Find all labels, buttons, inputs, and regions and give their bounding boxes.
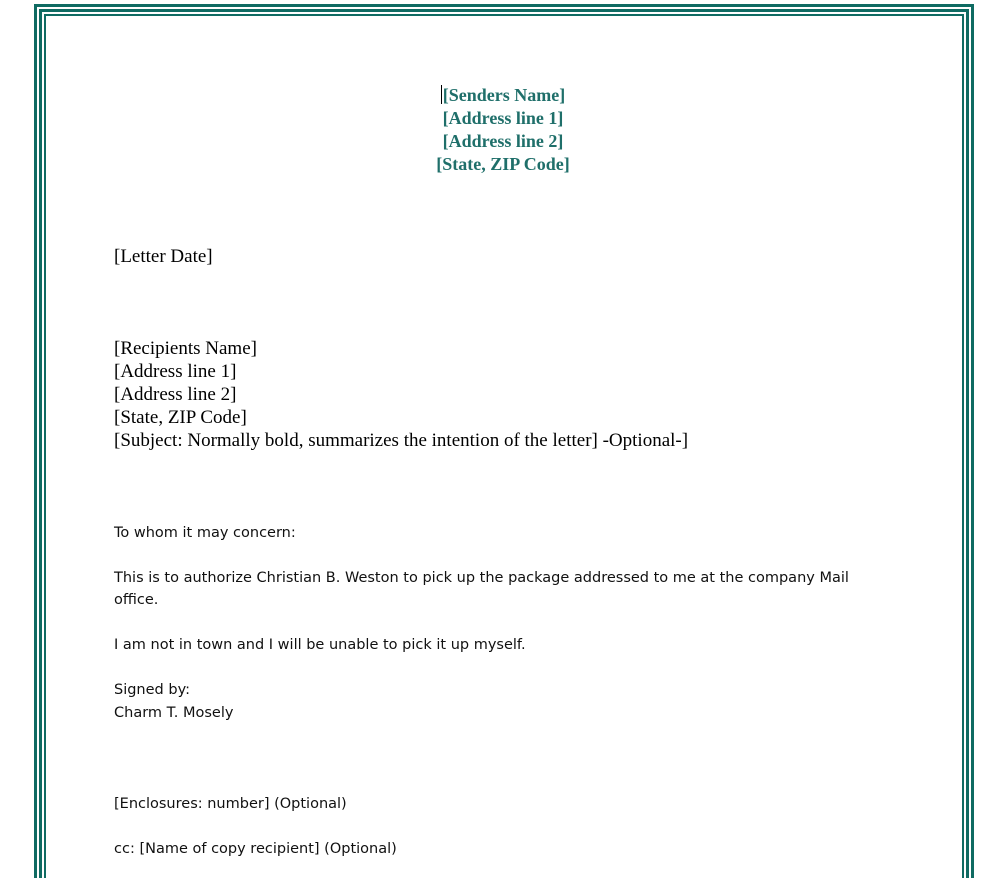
recipient-address-line-1[interactable]: [Address line 1] <box>114 361 237 382</box>
signed-by-label[interactable]: Signed by: <box>114 682 190 698</box>
body-paragraph-1-line-2[interactable]: office. <box>114 592 159 608</box>
recipient-state-zip[interactable]: [State, ZIP Code] <box>114 407 247 428</box>
sender-name-line[interactable] <box>300 84 706 107</box>
sender-address-block <box>300 84 706 176</box>
body-paragraph-2[interactable]: I am not in town and I will be unable to pick it up myself. <box>114 637 526 653</box>
recipient-name[interactable]: [Recipients Name] <box>114 338 257 359</box>
letter-date[interactable]: [Letter Date] <box>114 246 213 267</box>
cc-line[interactable]: cc: [Name of copy recipient] (Optional) <box>114 841 397 857</box>
enclosures-line[interactable]: [Enclosures: number] (Optional) <box>114 796 347 812</box>
salutation[interactable]: To whom it may concern: <box>114 525 296 541</box>
recipient-address-line-2[interactable]: [Address line 2] <box>114 384 237 405</box>
sender-address-line-1[interactable]: [Address line 1] <box>442 108 564 128</box>
sender-address-line-2[interactable]: [Address line 2] <box>442 131 564 151</box>
sender-name[interactable]: [Senders Name] <box>442 85 566 105</box>
signer-name[interactable]: Charm T. Mosely <box>114 705 234 721</box>
sender-state-zip[interactable]: [State, ZIP Code] <box>436 154 570 174</box>
subject-line[interactable]: [Subject: Normally bold, summarizes the intention of the letter] -Optional-] <box>114 430 689 451</box>
body-paragraph-1-line-1[interactable]: This is to authorize Christian B. Weston to pick up the package addressed to me at the company Mail <box>114 570 849 586</box>
text-cursor <box>441 85 442 104</box>
recipient-address-block <box>114 337 688 452</box>
